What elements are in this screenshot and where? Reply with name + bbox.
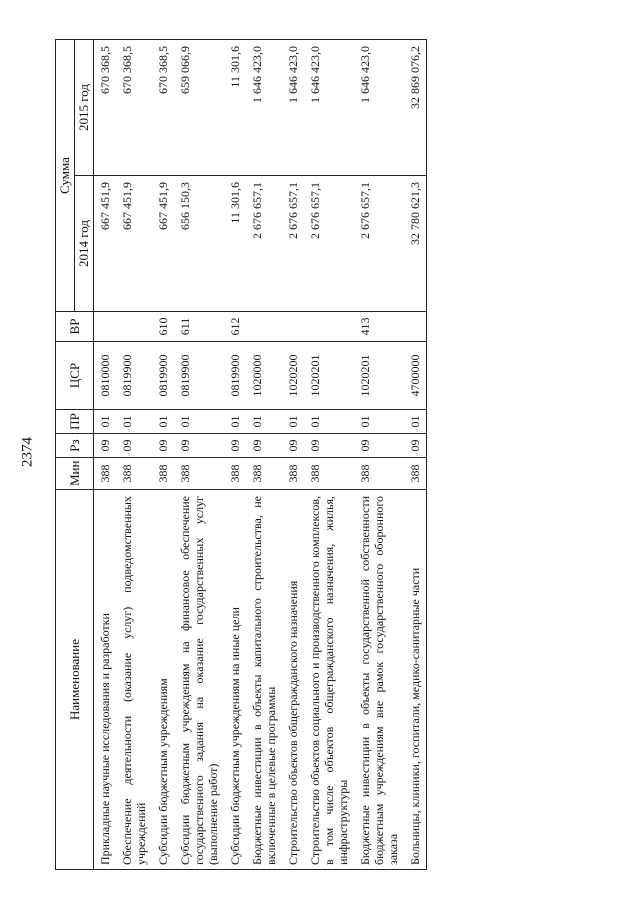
- page-number: 2374: [19, 437, 36, 467]
- row-rz: 09: [174, 434, 224, 458]
- row-amount-2015: 1 646 423,0: [354, 40, 404, 176]
- table-container: [55, 40, 585, 870]
- row-rz: 09: [354, 434, 404, 458]
- row-csr: 1020201: [354, 342, 404, 410]
- row-rz: 09: [224, 434, 246, 458]
- table-header: [56, 40, 94, 870]
- row-amount-2015: 659 066,9: [174, 40, 224, 176]
- row-rz: 09: [152, 434, 174, 458]
- row-amount-2014: 2 676 657,1: [304, 176, 354, 312]
- header-rz: Рз: [56, 434, 94, 458]
- row-amount-2015: 1 646 423,0: [282, 40, 304, 176]
- row-name: Больницы, клиники, госпитали, медико-санитарные части: [404, 490, 427, 870]
- row-vr: [116, 312, 152, 342]
- row-name: Бюджетные инвестиции в объекты капитального строительства, не включенные в целевые программы: [246, 490, 282, 870]
- table-row: [354, 40, 404, 870]
- row-amount-2015: 1 646 423,0: [304, 40, 354, 176]
- row-min: 388: [116, 458, 152, 490]
- row-amount-2015: 1 646 423,0: [246, 40, 282, 176]
- row-amount-2014: 32 780 621,3: [404, 176, 427, 312]
- row-amount-2015: 670 368,5: [94, 40, 117, 176]
- row-amount-2014: 2 676 657,1: [246, 176, 282, 312]
- row-amount-2014: 2 676 657,1: [282, 176, 304, 312]
- row-pr: 01: [304, 410, 354, 434]
- row-min: 388: [94, 458, 117, 490]
- row-name: Субсидии бюджетным учреждениям на финансовое обеспечение государственного задания на оказание государственных услуг (выполнение работ): [174, 490, 224, 870]
- table-row: [116, 40, 152, 870]
- row-rz: 09: [282, 434, 304, 458]
- row-pr: 01: [246, 410, 282, 434]
- header-year-2014: 2014 год: [75, 176, 94, 312]
- row-amount-2014: 656 150,3: [174, 176, 224, 312]
- row-min: 388: [224, 458, 246, 490]
- row-amount-2015: 670 368,5: [152, 40, 174, 176]
- row-vr: 612: [224, 312, 246, 342]
- row-vr: [94, 312, 117, 342]
- row-name: Бюджетные инвестиции в объекты государственной собственности бюджетным учреждениям вне рамок государственного оборонного заказа: [354, 490, 404, 870]
- header-year-2015: 2015 год: [75, 40, 94, 176]
- row-vr: [246, 312, 282, 342]
- row-csr: 1020000: [246, 342, 282, 410]
- row-rz: 09: [304, 434, 354, 458]
- row-csr: 0819900: [174, 342, 224, 410]
- row-min: 388: [174, 458, 224, 490]
- row-amount-2014: 667 451,9: [152, 176, 174, 312]
- budget-table: [55, 39, 427, 870]
- row-min: 388: [152, 458, 174, 490]
- row-amount-2015: 32 869 076,2: [404, 40, 427, 176]
- table-row: [304, 40, 354, 870]
- table-row: [152, 40, 174, 870]
- row-rz: 09: [94, 434, 117, 458]
- row-rz: 09: [404, 434, 427, 458]
- header-name: Наименование: [56, 490, 94, 870]
- header-vr: ВР: [56, 312, 94, 342]
- table-row: [174, 40, 224, 870]
- header-min: Мин: [56, 458, 94, 490]
- row-vr: 610: [152, 312, 174, 342]
- row-amount-2015: 670 368,5: [116, 40, 152, 176]
- row-csr: 0819900: [116, 342, 152, 410]
- row-csr: 1020201: [304, 342, 354, 410]
- row-csr: 0810000: [94, 342, 117, 410]
- row-name: Обеспечение деятельности (оказание услуг) подведомственных учреждений: [116, 490, 152, 870]
- header-pr: ПР: [56, 410, 94, 434]
- table-row: [282, 40, 304, 870]
- row-amount-2014: 11 301,6: [224, 176, 246, 312]
- row-pr: 01: [152, 410, 174, 434]
- row-pr: 01: [404, 410, 427, 434]
- table-row: [404, 40, 427, 870]
- row-pr: 01: [224, 410, 246, 434]
- table-body: [94, 40, 427, 870]
- row-rz: 09: [116, 434, 152, 458]
- row-name: Прикладные научные исследования и разработки: [94, 490, 117, 870]
- row-min: 388: [304, 458, 354, 490]
- row-csr: 0819900: [152, 342, 174, 410]
- row-min: 388: [282, 458, 304, 490]
- row-pr: 01: [282, 410, 304, 434]
- row-vr: 413: [354, 312, 404, 342]
- row-csr: 1020200: [282, 342, 304, 410]
- row-name: Строительство объектов социального и производственного комплексов, в том числе объектов общегражданского назначения, жилья, инфраструктуры: [304, 490, 354, 870]
- header-sum: Сумма: [56, 40, 75, 312]
- row-name: Субсидии бюджетным учреждениям: [152, 490, 174, 870]
- row-rz: 09: [246, 434, 282, 458]
- row-min: 388: [246, 458, 282, 490]
- row-pr: 01: [174, 410, 224, 434]
- row-vr: 611: [174, 312, 224, 342]
- row-pr: 01: [354, 410, 404, 434]
- row-amount-2014: 667 451,9: [94, 176, 117, 312]
- row-pr: 01: [94, 410, 117, 434]
- row-amount-2014: 667 451,9: [116, 176, 152, 312]
- row-amount-2015: 11 301,6: [224, 40, 246, 176]
- table-row: [224, 40, 246, 870]
- row-vr: [404, 312, 427, 342]
- table-row: [246, 40, 282, 870]
- row-amount-2014: 2 676 657,1: [354, 176, 404, 312]
- row-name: Строительство объектов общегражданского назначения: [282, 490, 304, 870]
- row-vr: [282, 312, 304, 342]
- row-min: 388: [404, 458, 427, 490]
- row-name: Субсидии бюджетным учреждениям на иные цели: [224, 490, 246, 870]
- row-vr: [304, 312, 354, 342]
- table-row: [94, 40, 117, 870]
- row-pr: 01: [116, 410, 152, 434]
- row-min: 388: [354, 458, 404, 490]
- row-csr: 0819900: [224, 342, 246, 410]
- header-csr: ЦСР: [56, 342, 94, 410]
- row-csr: 4700000: [404, 342, 427, 410]
